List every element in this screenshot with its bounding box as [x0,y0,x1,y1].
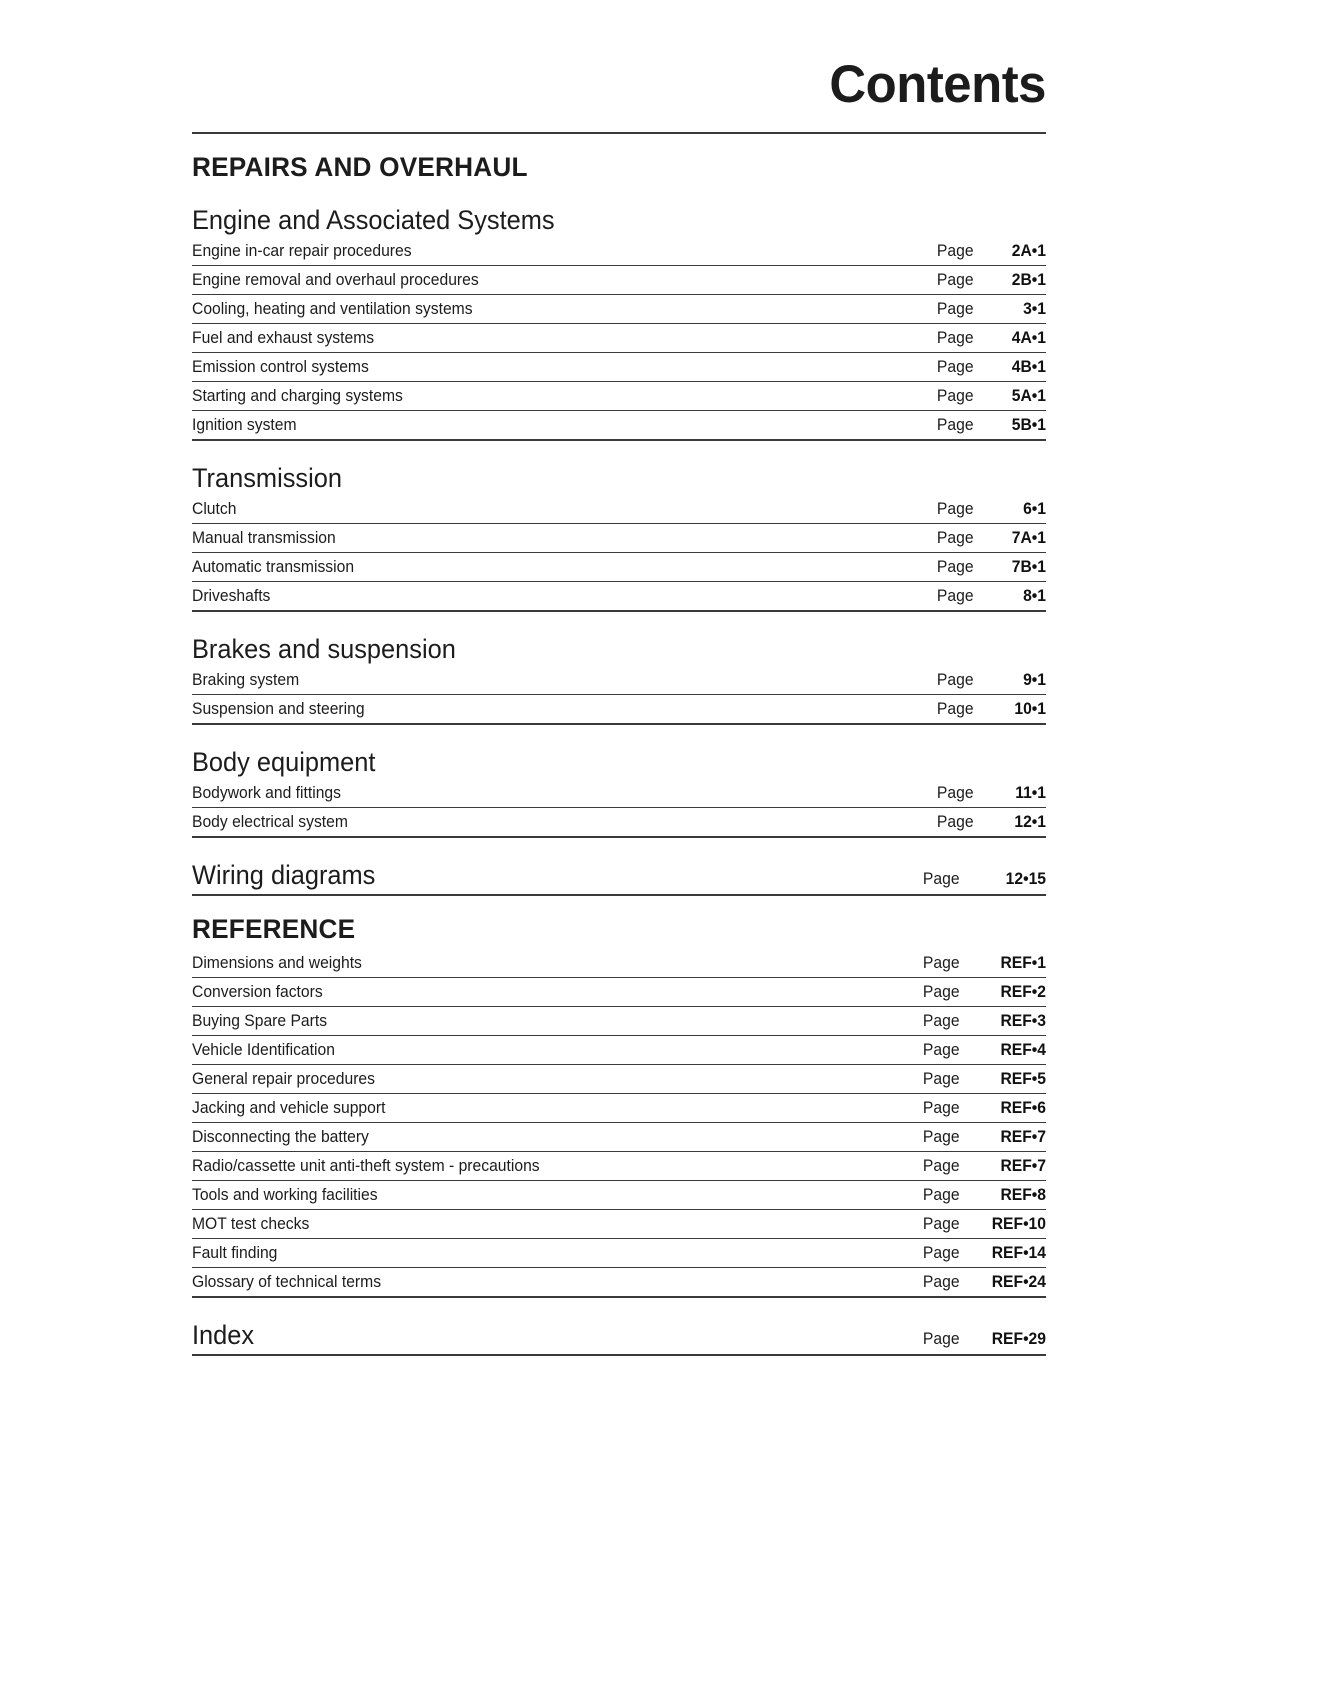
page-word: Page [937,529,974,547]
toc-entry-page [921,1070,1046,1089]
page-ref: REF•7 [1000,1157,1046,1175]
page-ref: REF•8 [1000,1186,1046,1204]
toc-entry-page [935,242,1046,261]
toc-entry-page [921,1273,1046,1292]
page-word: Page [937,587,974,605]
toc-entry-label: Starting and charging systems [192,387,403,405]
toc-entry[interactable] [192,949,1046,978]
page-word: Page [923,1012,960,1030]
toc-entry-page [935,813,1046,832]
page-word: Page [923,1128,960,1146]
page-word: Page [937,358,974,376]
toc-entry[interactable] [192,1036,1046,1065]
toc-entry[interactable] [192,779,1046,808]
group-heading-engine: Engine and Associated Systems [192,205,555,235]
toc-entry-page [935,271,1046,290]
toc-entry-label: Dimensions and weights [192,954,362,972]
page-ref: 2A•1 [1011,242,1046,260]
page-word: Page [923,1215,960,1233]
page-word: Page [937,500,974,518]
toc-entry[interactable] [192,553,1046,582]
page-ref: 10•1 [1014,700,1046,718]
page-ref: REF•24 [991,1273,1046,1291]
contents-body [192,0,1046,1356]
toc-entry[interactable] [192,1065,1046,1094]
toc-entry-page [935,500,1046,519]
toc-entry-label: Driveshafts [192,587,271,605]
toc-entry-page [921,870,1046,889]
part-heading-repairs: REPAIRS AND OVERHAUL [192,152,528,182]
toc-entry[interactable] [192,524,1046,553]
toc-entry[interactable] [192,295,1046,324]
page-ref: REF•5 [1000,1070,1046,1088]
toc-entry-wiring-diagrams[interactable] [192,838,1046,896]
page-word: Page [923,1330,960,1348]
page-ref: 4A•1 [1011,329,1046,347]
page-word: Page [937,416,974,434]
toc-entry-label: Body electrical system [192,813,348,831]
page-ref: 11•1 [1015,784,1046,802]
page-word: Page [923,1099,960,1117]
toc-entry-label: Automatic transmission [192,558,355,576]
toc-entry-page [921,1157,1046,1176]
page-ref: REF•29 [991,1330,1046,1348]
toc-entry[interactable] [192,695,1046,725]
toc-entry-label: Conversion factors [192,983,323,1001]
toc-entry-label: MOT test checks [192,1215,310,1233]
toc-entry-label: Radio/cassette unit anti-theft system - precautions [192,1157,540,1175]
toc-entry-page [921,1041,1046,1060]
toc-entry-label: Engine removal and overhaul procedures [192,271,479,289]
group-brakes [192,612,1046,725]
toc-entry[interactable] [192,978,1046,1007]
group-heading-transmission: Transmission [192,463,342,493]
toc-entry-label: Glossary of technical terms [192,1273,382,1291]
toc-entry[interactable] [192,1210,1046,1239]
toc-entry-page [921,1186,1046,1205]
page-ref: 7A•1 [1011,529,1046,547]
toc-entry[interactable] [192,1123,1046,1152]
page-ref: REF•6 [1000,1099,1046,1117]
group-reference [192,949,1046,1298]
toc-entry[interactable] [192,1152,1046,1181]
toc-entry-page [935,529,1046,548]
toc-entry[interactable] [192,266,1046,295]
page-word: Page [923,983,960,1001]
toc-entry-page [935,558,1046,577]
page-word: Page [937,784,974,802]
page-ref: REF•7 [1000,1128,1046,1146]
toc-entry[interactable] [192,495,1046,524]
toc-entry-page [935,784,1046,803]
page-word: Page [937,813,974,831]
toc-entry[interactable] [192,382,1046,411]
toc-entry-page [935,587,1046,606]
toc-entry[interactable] [192,1268,1046,1298]
toc-entry-label: General repair procedures [192,1070,375,1088]
toc-entry-page [935,700,1046,719]
toc-entry-label: Braking system [192,671,300,689]
toc-entry-index[interactable] [192,1298,1046,1356]
page-ref: 4B•1 [1011,358,1046,376]
page-ref: REF•14 [991,1244,1046,1262]
toc-entry-label: Cooling, heating and ventilation systems [192,300,473,318]
toc-entry-page [935,671,1046,690]
page-ref: 5B•1 [1011,416,1046,434]
toc-entry[interactable] [192,324,1046,353]
group-transmission [192,441,1046,612]
page-ref: REF•10 [991,1215,1046,1233]
toc-entry-page [935,387,1046,406]
page-ref: REF•1 [1000,954,1046,972]
page-ref: 8•1 [1023,587,1046,605]
toc-entry[interactable] [192,1094,1046,1123]
toc-entry-label: Emission control systems [192,358,369,376]
toc-entry-label: Index [192,1320,255,1350]
toc-entry[interactable] [192,1181,1046,1210]
toc-entry-label: Engine in-car repair procedures [192,242,412,260]
toc-entry-page [921,1099,1046,1118]
page-ref: 5A•1 [1011,387,1046,405]
toc-entry-label: Tools and working facilities [192,1186,378,1204]
page-ref: 2B•1 [1011,271,1046,289]
toc-entry-page [921,954,1046,973]
part-heading-reference: REFERENCE [192,914,356,944]
toc-entry-label: Disconnecting the battery [192,1128,369,1146]
toc-entry-label: Vehicle Identification [192,1041,335,1059]
page-word: Page [923,1157,960,1175]
page-word: Page [923,1244,960,1262]
page-word: Page [937,242,974,260]
toc-entry-page [921,983,1046,1002]
toc-entry-label: Bodywork and fittings [192,784,342,802]
page-word: Page [937,671,974,689]
toc-entry-page [921,1330,1046,1349]
toc-entry[interactable] [192,411,1046,441]
group-heading-body-equipment: Body equipment [192,747,376,777]
toc-entry-page [921,1215,1046,1234]
toc-entry[interactable] [192,237,1046,266]
toc-entry-label: Fuel and exhaust systems [192,329,375,347]
page-ref: REF•3 [1000,1012,1046,1030]
page-title: Contents [829,55,1046,114]
toc-entry-label: Fault finding [192,1244,278,1262]
page-ref: 12•1 [1014,813,1046,831]
page-word: Page [923,1273,960,1291]
toc-entry[interactable] [192,666,1046,695]
toc-entry[interactable] [192,353,1046,382]
toc-entry-label: Buying Spare Parts [192,1012,328,1030]
page-word: Page [937,271,974,289]
page-word: Page [937,387,974,405]
toc-entry-page [935,329,1046,348]
toc-entry[interactable] [192,1239,1046,1268]
page-ref: 12•15 [1005,870,1046,888]
page-ref: 6•1 [1023,500,1046,518]
toc-entry-page [921,1012,1046,1031]
group-body-equipment [192,725,1046,838]
page-word: Page [937,558,974,576]
page-ref: 9•1 [1023,671,1046,689]
page-word: Page [923,1186,960,1204]
group-heading-brakes: Brakes and suspension [192,634,456,664]
toc-entry-label: Wiring diagrams [192,860,376,890]
toc-entry-page [921,1128,1046,1147]
page-word: Page [923,1041,960,1059]
page-word: Page [923,954,960,972]
group-engine [192,187,1046,441]
page-ref: REF•4 [1000,1041,1046,1059]
page-word: Page [923,1070,960,1088]
page-word: Page [937,300,974,318]
page-word: Page [937,329,974,347]
page-ref: REF•2 [1000,983,1046,1001]
toc-entry-page [935,416,1046,435]
page-ref: 7B•1 [1011,558,1046,576]
toc-entry-label: Clutch [192,500,237,518]
toc-entry-label: Manual transmission [192,529,336,547]
page-word: Page [937,700,974,718]
toc-entry-page [935,300,1046,319]
toc-entry[interactable] [192,808,1046,838]
page-word: Page [923,870,960,888]
toc-entry-label: Jacking and vehicle support [192,1099,386,1117]
toc-entry-page [935,358,1046,377]
toc-entry[interactable] [192,582,1046,612]
page-ref: 3•1 [1023,300,1046,318]
toc-entry-page [921,1244,1046,1263]
toc-entry-label: Suspension and steering [192,700,365,718]
toc-entry-label: Ignition system [192,416,297,434]
toc-entry[interactable] [192,1007,1046,1036]
